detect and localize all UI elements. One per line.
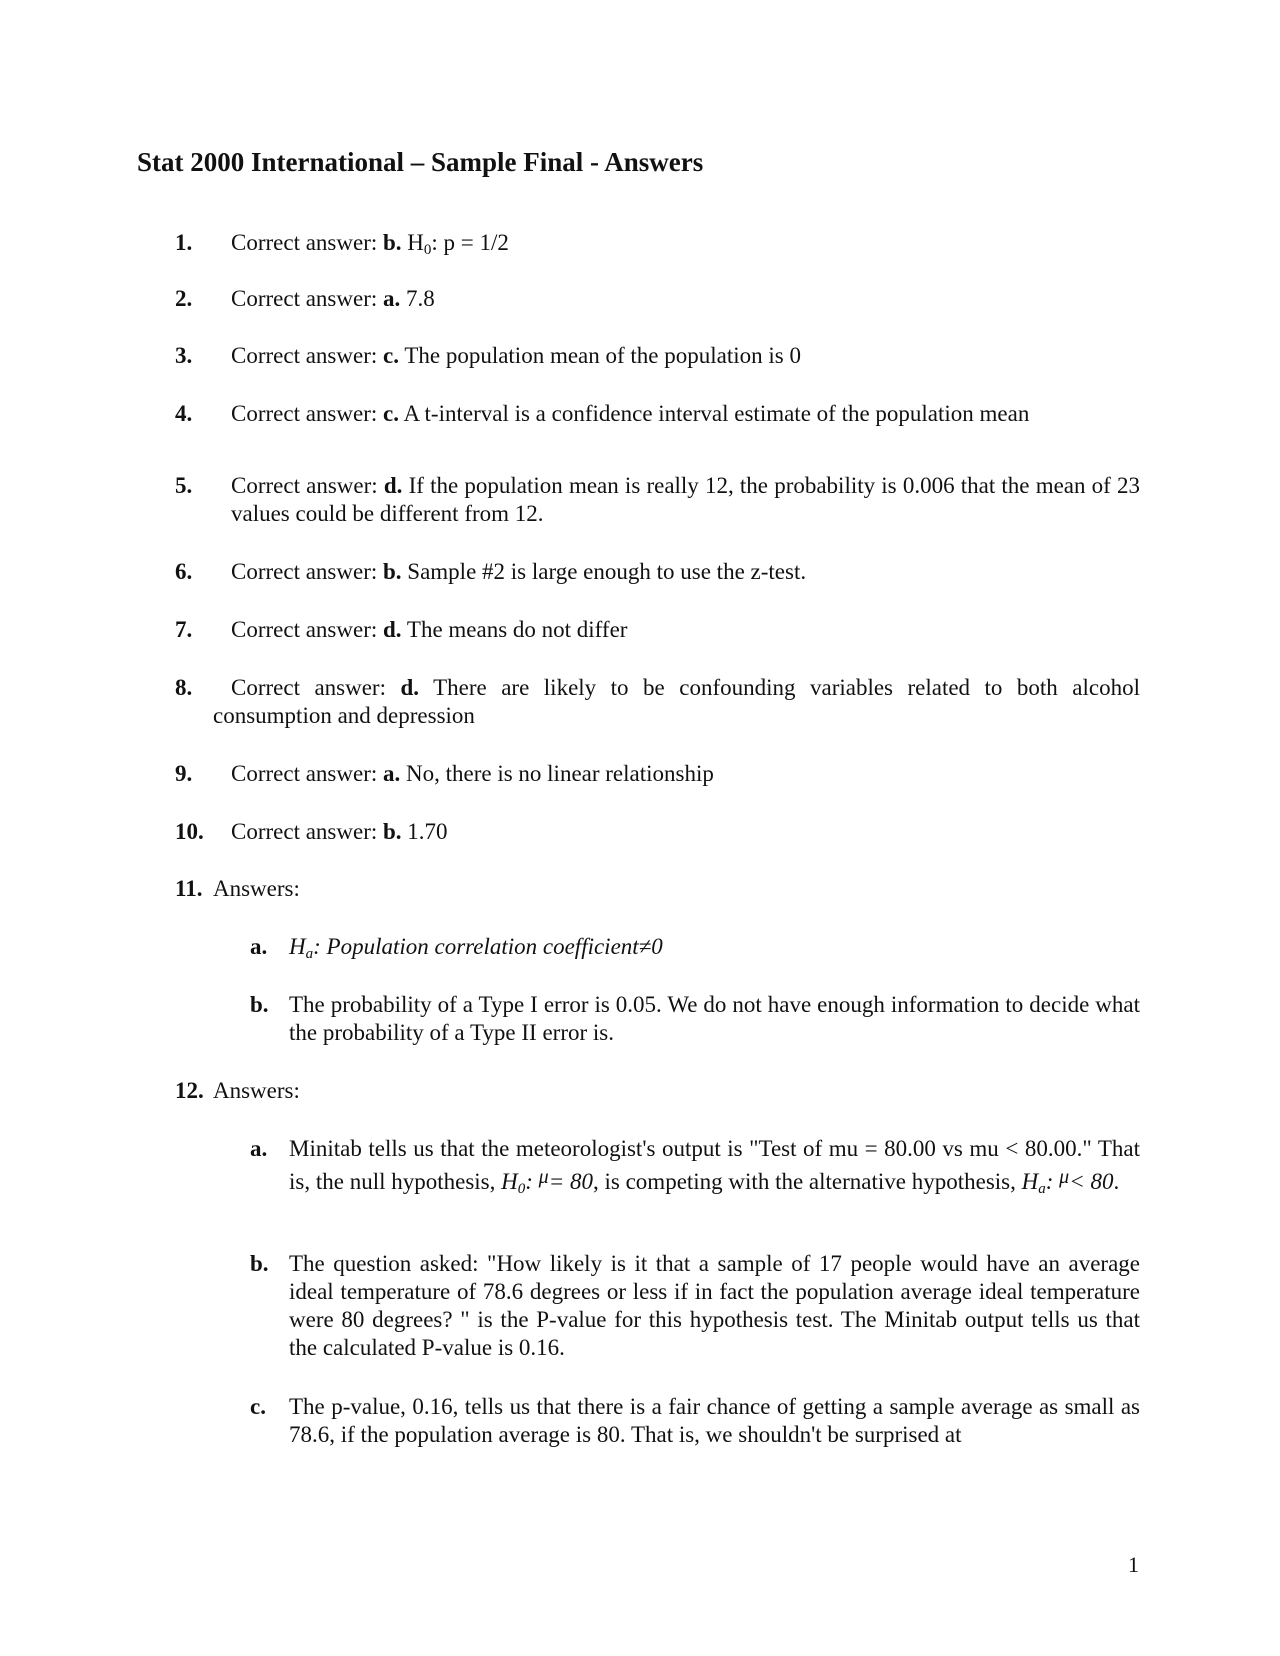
correct-answer-label: Correct answer: [231,343,378,368]
question-number: 7. [175,617,193,642]
answer-text [231,342,1140,370]
answer-text [231,760,1140,788]
answer-body: The means do not differ [406,617,628,642]
sub-answer-body: The probability of a Type I error is 0.05. We do not have enough information to decide what the probability of a Type II error is. [289,992,1140,1045]
hypothesis-subscript: 0 [423,242,432,258]
answer-body: Sample #2 is large enough to use the z-test. [407,559,807,584]
answer-text [231,472,1140,528]
null-hypothesis-relation: = 80 [548,1169,593,1194]
question-number: 9. [175,761,193,786]
question-number: 2. [175,286,193,311]
sub-answer-text [289,933,1140,961]
correct-answer-label: Correct answer: [231,761,378,786]
answer-letter: b. [383,230,402,255]
sub-answer-label: a. [250,934,268,959]
sub-answer-label: b. [250,1251,269,1276]
question-number: 8. [175,675,193,700]
answers-heading [213,1077,1122,1105]
sub-answer-text [289,1250,1140,1362]
sub-answer-end: . [1113,1169,1120,1194]
answer-text [231,400,1140,428]
hypothesis-subscript: a [305,946,314,962]
answers-heading [213,875,1122,903]
null-hypothesis-symbol: H [501,1169,518,1194]
question-number: 5. [175,473,193,498]
answer-letter: c. [383,401,399,426]
sub-answer-body: Minitab tells us that the meteorologist's output is "Test of mu = 80.00 vs mu < 80.00." That is, the null hypothesis, [289,1136,1140,1194]
answer-body: No, there is no linear relationship [406,761,714,786]
correct-answer-label: Correct answer: [231,675,386,700]
answer-letter: b. [383,819,402,844]
sub-answer-label: c. [250,1394,266,1419]
answer-letter: d. [400,675,420,700]
answer-body: If the population mean is really 12, the probability is 0.006 that the mean of 23 values could be different from 12. [231,473,1141,526]
null-hypothesis-subscript: 0 [517,1181,526,1197]
question-number: 4. [175,401,193,426]
sub-answer-text [289,1135,1140,1196]
sub-answer-text [289,991,1140,1047]
alt-hypothesis-subscript: a [1038,1181,1046,1197]
question-number: 12. [175,1078,204,1103]
answer-text [213,674,1140,730]
answer-body: The population mean of the population is 0 [404,343,801,368]
page-title: Stat 2000 International – Sample Final - Answers [137,147,704,177]
correct-answer-label: Correct answer: [231,819,378,844]
correct-answer-label: Correct answer: [231,401,378,426]
answer-letter: c. [383,343,399,368]
sub-answer-label: a. [250,1136,268,1161]
sub-answer-text [289,1393,1140,1449]
answers-label: Answers: [213,876,300,901]
answer-letter: a. [383,286,401,311]
answer-letter: d. [383,617,402,642]
question-number: 1. [175,230,193,255]
page-number: 1 [1128,1552,1139,1577]
question-number: 6. [175,559,193,584]
correct-answer-label: Correct answer: [231,617,378,642]
sub-answer-body: The p-value, 0.16, tells us that there is a fair chance of getting a sample average as small as 78.6, if the population average is 80. That is, we shouldn't be surprised at [289,1394,1140,1447]
correct-answer-label: Correct answer: [231,230,378,255]
question-number: 11. [175,876,203,901]
correct-answer-label: Correct answer: [231,473,378,498]
alt-hypothesis-relation: < 80 [1069,1169,1114,1194]
hypothesis-symbol: H [407,230,424,255]
question-number: 10. [175,819,204,844]
correct-answer-label: Correct answer: [231,559,378,584]
alt-hypothesis-symbol: H [1021,1169,1039,1194]
answer-body: A t-interval is a confidence interval estimate of the population mean [403,401,1030,426]
mu-symbol: μ [1059,1166,1070,1188]
answer-text [231,558,1140,586]
answer-letter: a. [383,761,401,786]
sub-answer-label: b. [250,992,269,1017]
hypothesis-symbol: H [289,934,306,959]
answer-letter: d. [383,473,403,498]
answer-body: 1.70 [407,819,448,844]
answer-body: : p = 1/2 [431,230,509,255]
answer-text [231,616,1140,644]
question-number: 3. [175,343,193,368]
answer-text [231,818,1140,846]
answers-label: Answers: [213,1078,300,1103]
answer-body: 7.8 [406,286,435,311]
answer-text [231,285,1140,313]
mu-symbol: μ [538,1166,549,1188]
answer-letter: b. [383,559,402,584]
answer-body: There are likely to be confounding variables related to both alcohol consumption and depression [213,675,1140,728]
alt-hypothesis-colon: : [1045,1169,1060,1194]
null-hypothesis-colon: : [525,1169,539,1194]
sub-answer-body: : Population correlation coefficient≠0 [313,934,663,959]
sub-answer-body: The question asked: "How likely is it that a sample of 17 people would have an average ideal temperature of 78.6 degrees or less if in fact the population average ideal temperature were 80 degrees? " is the P-value for this hypothesis test. The Minitab output tells us that the calculated P-value is 0.16. [289,1251,1140,1360]
answer-text [231,229,1140,257]
correct-answer-label: Correct answer: [231,286,378,311]
sub-answer-body-continued: , is competing with the alternative hypothesis, [593,1169,1022,1194]
